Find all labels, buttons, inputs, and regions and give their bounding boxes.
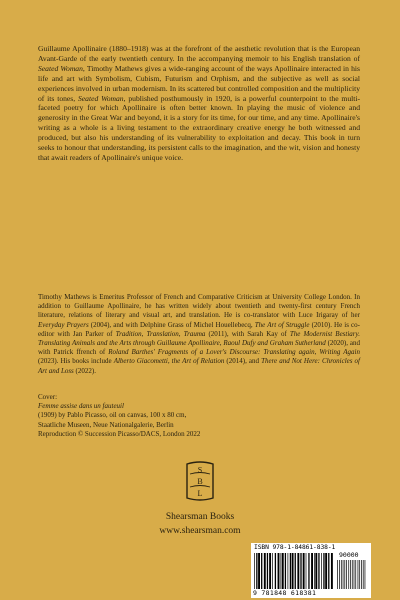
barcode-bar (318, 553, 319, 589)
barcode-bar (343, 560, 344, 589)
barcode-bar (285, 553, 286, 589)
barcode-bar (282, 553, 284, 589)
barcode-bar (254, 553, 255, 589)
barcode-bar (269, 553, 271, 589)
barcode-bar (352, 560, 353, 589)
cover-credit-line-2: Staatliche Museen, Neue Nationalgalerie, Berlin (38, 420, 174, 429)
barcode-bar (297, 553, 299, 589)
barcode-bar (275, 553, 276, 589)
barcode-bar (344, 560, 345, 589)
svg-text:S: S (197, 465, 203, 475)
barcode-bar (355, 560, 356, 589)
barcode-bar (328, 553, 329, 589)
cover-credit-line-3: Reproduction © Succession Picasso/DACS, London 2022 (38, 429, 201, 438)
barcode-bar (288, 553, 289, 589)
barcode-bar (311, 553, 313, 589)
barcode-bar (350, 560, 351, 589)
cover-credit-line-1: Cover: Femme assise dans un fauteuil (1909) by Pablo Picasso, oil on canvas, 100 x 80 cm, (38, 393, 187, 420)
barcode-bar (363, 560, 364, 589)
shearsman-sbl-logo-icon (184, 461, 216, 501)
barcode-bar (315, 553, 317, 589)
svg-text:L: L (197, 489, 203, 498)
barcode-bar (361, 560, 362, 589)
ean-barcode-bars (254, 553, 334, 589)
barcode-bar (264, 553, 266, 589)
barcode-bar (295, 553, 296, 589)
barcode-bar (278, 553, 280, 589)
isbn-barcode (251, 543, 371, 598)
ean-digits: 9 781848 618381 (253, 589, 317, 597)
publisher-name: Shearsman Books (165, 512, 235, 522)
barcode-bar (261, 553, 262, 589)
barcode-bar (308, 553, 309, 589)
barcode-bar (314, 553, 315, 589)
barcode-bar (348, 560, 349, 589)
barcode-bar (341, 560, 342, 589)
barcode-bar (354, 560, 355, 589)
barcode-bar (300, 553, 301, 589)
svg-text:B: B (197, 477, 203, 486)
author-bio: Timothy Mathews is Emeritus Professor of French and Comparative Criticism at University College London. In addition to Guillaume Apollinaire, he has written widely about twentieth and twenty-first century French literature, relations of literary and visual art, and translation. He is co-translator with Luce Irigaray of her Everyday Prayers (2004), and with Delphine Grass of Michel Houellebecq, The Art of Struggle (2010). He is co-editor with Jan Parker of Tradition, Translation, Trauma (2011), with Sarah Kay of The Modernist Bestiary. Translating Animals and the Arts through Guillaume Apollinaire, Raoul Dufy and Graham Sutherland (2020), and with Patrick ffrench of Roland Barthes' Fragments of a Lover's Discourse: Translating again, Writing Again (2023). His books include Alberto Giacometti, the Art of Relation (2014), and There and Not Here: Chronicles of Art and Loss (2022). (38, 293, 361, 375)
barcode-bar (365, 560, 366, 589)
barcode-bar (292, 553, 294, 589)
publisher-url[interactable]: www.shearsman.com (159, 526, 241, 536)
barcode-bar (306, 553, 307, 589)
barcode-bar (323, 553, 324, 589)
barcode-bar (325, 553, 327, 589)
barcode-bar (339, 560, 340, 589)
barcode-bar (303, 553, 305, 589)
barcode-bar (331, 553, 333, 589)
barcode-bar (337, 560, 338, 589)
barcode-bar (256, 553, 257, 589)
price-code: 90000 (339, 551, 359, 559)
barcode-bar (321, 553, 322, 589)
barcode-bar (258, 553, 260, 589)
barcode-bar (346, 560, 347, 589)
barcode-bar (290, 553, 291, 589)
cover-credit (38, 393, 360, 439)
isbn-text: ISBN 978-1-84861-838-1 (254, 544, 336, 551)
addon-barcode-bars (337, 560, 367, 589)
barcode-bar (267, 553, 268, 589)
barcode-bar (359, 560, 360, 589)
barcode-bar (272, 553, 273, 589)
barcode-bar (281, 553, 282, 589)
blurb-paragraph: Guillaume Apollinaire (1880–1918) was at the forefront of the aesthetic revolution that is the European Avant-Garde of the early twentieth century. In the accompanying memoir to his English translation of Seated Woman, Timothy Mathews gives a wide-ranging account of the ways Apollinaire interacted in his life and art with Symbolism, Cubism, Futurism and Orphism, and the subjective as well as social experiences involved in urban modernism. In its scattered but controlled composition and the multiplicity of its tones, Seated Woman, published posthumously in 1920, is a powerful counterpoint to the multi-faceted poetry for which Apollinaire is often better known. In playing the music of violence and generosity in the Great War and beyond, it is a story for its time, for our time, and any time. Apollinaire's writing as a whole is a living testament to the extraordinary creative energy he both witnessed and produced, but also his understanding of its vulnerability to exploitation and decay. This book in turn seeks to honour that understanding, its persistent calls to the imagination, and the wit, vision and honesty that await readers of Apollinaire's unique voice. (38, 44, 360, 162)
barcode-bar (358, 560, 359, 589)
